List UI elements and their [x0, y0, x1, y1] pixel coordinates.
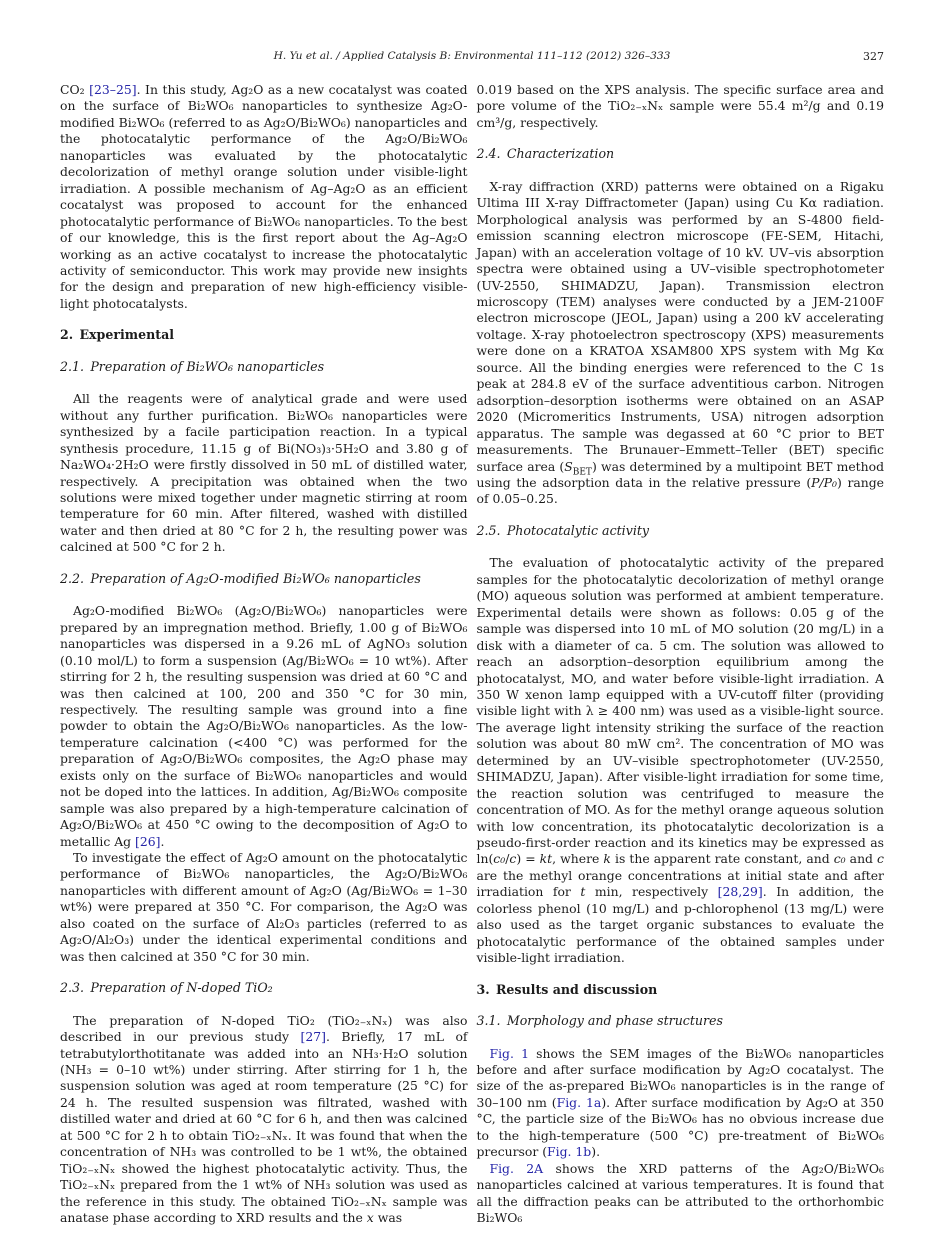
paragraph — [60, 603, 468, 850]
subsection-heading: 2.4. Characterization — [476, 146, 615, 162]
text-run: . Briefly, 17 mL of tetrabutylorthotitanate was added into an NH₃·H₂O solution (NH₃ = 0–10 wt%) under stirring. After stirring for 1 h, the suspension solution was aged at room temperature (25 °C) for 24 h. The resulted suspension was filtrated, washed with distilled water and dried at 60 °C for 6 h, and then was calcined at 500 °C for 2 h to obtain TiO₂₋ₓNₓ. It was found that when the concentration of NH₃ was controlled to be 1 wt%, the obtained TiO₂₋ₓNₓ showed the highest photocatalytic activity. Thus, the TiO₂₋ₓNₓ prepared from the 1 wt% of NH₃ solution was used as the reference in this study. The obtained TiO₂₋ₓNₓ sample was anatase phase according to XRD results and the — [60, 1029, 468, 1226]
journal-citation-line: H. Yu et al. / Applied Catalysis B: Environmental 111–112 (2012) 326–333 — [273, 50, 671, 62]
text-run: . In this study, Ag₂O as a new cocatalyst was coated on the surface of Bi₂WO₆ nanoparticles to synthesize Ag₂O-modified Bi₂WO₆ (referred to as Ag₂O/Bi₂WO₆) nanoparticles and the photocatalytic performance of the Ag₂O/Bi₂WO₆ nanoparticles was evaluated by the photocatalytic decolorization of methyl orange solution under visible-light irradiation. A possible mechanism of Ag–Ag₂O as an efficient cocatalyst was proposed to account for the enhanced photocatalytic performance of Bi₂WO₆ nanoparticles. To the best of our knowledge, this is the first report about the Ag–Ag₂O working as an active cocatalyst to increase the photocatalytic activity of semiconductor. This work may provide new insights for the design and preparation of new high-efficiency visible-light photocatalysts. — [60, 82, 468, 311]
left-column — [60, 82, 468, 1227]
text-run: ) = — [516, 851, 540, 867]
paragraph — [477, 1046, 885, 1161]
text-run: All the reagents were of analytical grade and were used without any further purification. Bi₂WO₆ nanoparticles were synthesized by a facile participation reaction. In a typical synthesis procedure, 11.15 g of Bi(NO₃)₃·5H₂O and 3.80 g of Na₂WO₄·2H₂O were firstly dissolved in 50 mL of distilled water, respectively. A precipitation was obtained when the two solutions were mixed together under magnetic stirring at room temperature for 60 min. After filtered, washed with distilled water and then dried at 80 °C for 2 h, the resulting power was calcined at 500 °C for 2 h. — [60, 391, 468, 555]
paragraph — [477, 1161, 885, 1227]
text-run: The evaluation of photocatalytic activity of the prepared samples for the photocatalytic decolorization of methyl orange (MO) aqueous solution was performed at ambient temperature. Experimental details were shown as follows: 0.05 g of the sample was dispersed into 10 mL of MO solution (20 mg/L) in a disk with a diameter of ca. 5 cm. The solution was allowed to reach an adsorption–desorption equilibrium among the photocatalyst, MO, and water before visible-light irradiation. A 350 W xenon lamp equipped with a UV-cutoff filter (providing visible light with λ ≥ 400 nm) was used as a visible-light source. The average light intensity striking the surface of the reaction solution was about 80 mW cm². The concentration of MO was determined by an UV–visible spectrophotometer (UV-2550, SHIMADZU, Japan). After visible-light irradiation for some time, the reaction solution was centrifuged to measure the concentration of MO. As for the methyl orange aqueous solution with low concentration, its photocatalytic decolorization is a pseudo-first-order reaction and its kinetics may be expressed as ln( — [476, 555, 884, 867]
figure-link[interactable]: Fig. 1b — [547, 1144, 592, 1160]
figure-link[interactable]: Fig. 1 — [489, 1045, 529, 1061]
text-run: 0.019 based on the XPS analysis. The specific surface area and pore volume of the TiO₂₋ₓNₓ sample were 55.4 m²/g and 0.19 cm³/g, respectively. — [476, 82, 884, 130]
paragraph — [477, 555, 885, 966]
two-column-body — [60, 82, 884, 1227]
text-run: ). After surface modification by Ag₂O at 350 °C, the particle size of the Bi₂WO₆ has no obvious increase due to the high-temperature (500 °C) pre-treatment of Bi₂WO₆ precursor ( — [476, 1094, 884, 1160]
text-run: . — [160, 833, 165, 849]
subsection-heading: 3.1. Morphology and phase structures — [476, 1013, 723, 1029]
paragraph — [60, 82, 468, 312]
text-run: and — [845, 851, 878, 867]
text-run: are the methyl orange concentrations at initial state and after irradiation for — [476, 867, 884, 900]
text-run: ) range of 0.05–0.25. — [476, 474, 884, 507]
text-run: was — [373, 1210, 403, 1226]
text-run: t — [580, 884, 586, 900]
right-column — [477, 82, 885, 1227]
page-number: 327 — [863, 50, 884, 63]
section-heading: 3. Results and discussion — [476, 981, 658, 997]
figure-link[interactable]: Fig. 1a — [556, 1094, 602, 1110]
text-run: x — [366, 1210, 374, 1226]
text-run: kt — [539, 851, 553, 867]
section-heading: 2. Experimental — [60, 327, 175, 343]
citation-link[interactable]: [27] — [300, 1029, 326, 1045]
text-run: min, respectively — [585, 884, 718, 900]
citation-link[interactable]: [26] — [135, 833, 161, 849]
subsection-heading: 2.5. Photocatalytic activity — [476, 522, 650, 538]
text-run: X-ray diffraction (XRD) patterns were obtained on a Rigaku Ultima III X-ray Diffractometer (Japan) using Cu Kα radiation. Morphological analysis was performed by an S-4800 field-emission scanning electron microscope (FE-SEM, Hitachi, Japan) with an acceleration voltage of 10 kV. UV–vis absorption spectra were obtained using a UV–visible spectrophotometer (UV-2550, SHIMADZU, Japan). Transmission electron microscopy (TEM) analyses were conducted by a JEM-2100F electron microscope (JEOL, Japan) using a 200 kV accelerating voltage. X-ray photoelectron spectroscopy (XPS) measurements were done on a KRATOA XSAM800 XPS system with Mg Kα source. All the binding energies were referenced to the C 1s peak at 284.8 eV of the surface adventitious carbon. Nitrogen adsorption–desorption isotherms were obtained on an ASAP 2020 (Micromeritics Instruments, USA) nitrogen adsorption apparatus. The sample was degassed at 60 °C prior to BET measurements. The Brunauer–Emmett–Teller (BET) specific surface area ( — [476, 178, 884, 474]
paragraph — [60, 1013, 468, 1227]
subsection-heading: 2.3. Preparation of N-doped TiO₂ — [60, 980, 273, 996]
subscript-text: BET — [572, 466, 592, 477]
text-run: ). — [591, 1144, 601, 1160]
paragraph — [60, 391, 468, 556]
text-run: ) was determined by a multipoint BET method using the adsorption data in the relative pressure ( — [476, 458, 885, 490]
text-run: shows the XRD patterns of the Ag₂O/Bi₂WO₆ nanoparticles calcined at various temperatures. It is found that all the diffraction peaks can be attributed to the orthorhombic Bi₂WO₆ — [476, 1160, 885, 1226]
paragraph — [477, 179, 885, 508]
subsection-heading: 2.1. Preparation of Bi₂WO₆ nanoparticles — [60, 358, 325, 374]
text-run: P/P₀ — [811, 474, 837, 490]
subsection-heading: 2.2. Preparation of Ag₂O-modified Bi₂WO₆ nanoparticles — [60, 570, 421, 586]
running-header — [60, 50, 884, 66]
paragraph — [60, 850, 468, 965]
paragraph — [477, 82, 885, 131]
text-run: . In addition, the colorless phenol (10 mg/L) and p-chlorophenol (13 mg/L) were also used as the target organic substances to evaluate the photocatalytic performance of the obtained samples under visible-light irradiation. — [476, 884, 884, 966]
citation-link[interactable]: [23–25] — [89, 82, 137, 97]
text-run: The preparation of N-doped TiO₂ (TiO₂₋ₓNₓ) was also described in our previous study — [60, 1012, 468, 1045]
text-run: Ag₂O-modified Bi₂WO₆ (Ag₂O/Bi₂WO₆) nanoparticles were prepared by an impregnation method. Briefly, 1.00 g of Bi₂WO₆ nanoparticles was dispersed in a 9.26 mL of AgNO₃ solution (0.10 mol/L) to form a suspension (Ag/Bi₂WO₆ = 10 wt%). After stirring for 2 h, the resulting suspension was dried at 60 °C and was then calcined at 100, 200 and 350 °C for 30 min, respectively. The resulting sample was ground into a fine powder to obtain the Ag₂O/Bi₂WO₆ nanoparticles. As the low-temperature calcination (<400 °C) was performed for the preparation of Ag₂O/Bi₂WO₆ composites, the Ag₂O phase may exists only on the surface of Bi₂WO₆ nanoparticles and would not be doped into the lattices. In addition, Ag/Bi₂WO₆ composite sample was also prepared by a high-temperature calcination of Ag₂O/Bi₂WO₆ at 450 °C owing to the decomposition of Ag₂O to metallic Ag — [60, 603, 468, 849]
text-run: S — [564, 458, 573, 474]
text-run: c₀ — [833, 851, 846, 867]
text-run: c — [509, 851, 517, 867]
text-run: is the apparent rate constant, and — [610, 851, 834, 867]
text-run: c — [877, 851, 884, 867]
text-run: CO₂ — [60, 82, 90, 97]
text-run: shows the SEM images of the Bi₂WO₆ nanoparticles before and after surface modification by Ag₂O cocatalyst. The size of the as-prepared Bi₂WO₆ nanoparticles is in the range of 30–100 nm ( — [476, 1045, 884, 1110]
text-run: k — [603, 851, 611, 867]
text-run: , where — [552, 851, 604, 867]
text-run: c₀ — [493, 851, 506, 867]
text-run: To investigate the effect of Ag₂O amount on the photocatalytic performance of Bi₂WO₆ nanoparticles, the Ag₂O/Bi₂WO₆ nanoparticles with different amount of Ag₂O (Ag/Bi₂WO₆ = 1–30 wt%) were prepared at 350 °C. For comparison, the Ag₂O was also coated on the surface of Al₂O₃ particles (referred to as Ag₂O/Al₂O₃) under the identical experimental conditions and was then calcined at 350 °C for 30 min. — [60, 850, 468, 964]
figure-link[interactable]: Fig. 2A — [489, 1160, 544, 1176]
citation-link[interactable]: [28,29] — [717, 884, 763, 900]
text-run: / — [505, 851, 510, 867]
